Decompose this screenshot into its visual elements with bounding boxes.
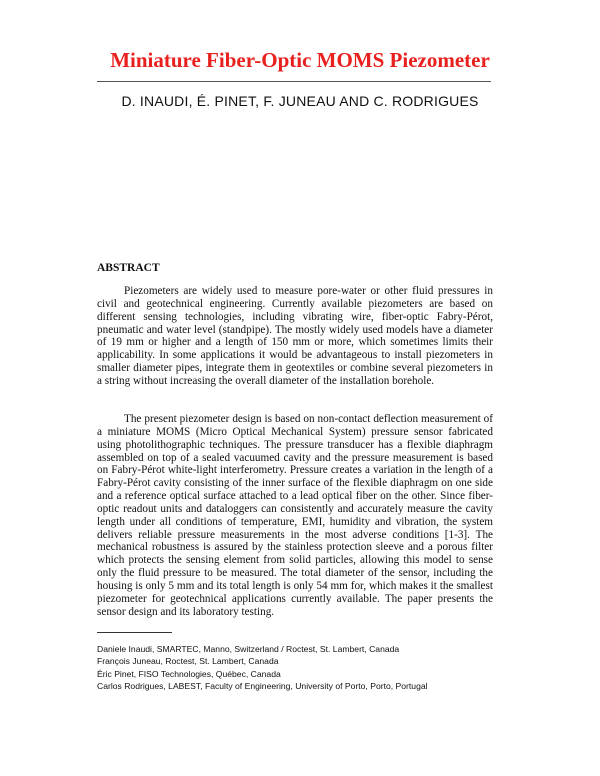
footnote-rule <box>97 632 172 633</box>
footnote: Carlos Rodrigues, LABEST, Faculty of Engineering, University of Porto, Porto, Portugal <box>97 681 428 692</box>
abstract-heading: ABSTRACT <box>97 262 160 274</box>
abstract-paragraph: Piezometers are widely used to measure pore-water or other fluid pressures in civil and geotechnical engineering. Currently available piezometers are based on different sensing technologies, including vibrating wire, fiber-optic Fabry-Pérot, pneumatic and water level (standpipe). The mostly widely used models have a diameter of 19 mm or higher and a length of 150 mm or more, which sometimes limits their applicability. In some applications it would be advantageous to install piezometers in smaller diameter pipes, integrate them in geotextiles or combine several piezometers in a string without increasing the overall diameter of the installation borehole. <box>97 285 493 387</box>
footnotes <box>97 643 517 693</box>
author-list: D. INAUDI, É. PINET, F. JUNEAU AND C. RODRIGUES <box>121 93 479 109</box>
footnote: Éric Pinet, FISO Technologies, Québec, Canada <box>97 668 281 679</box>
title-rule <box>97 81 491 82</box>
abstract-paragraph: The present piezometer design is based on non-contact deflection measurement of a miniature MOMS (Micro Optical Mechanical System) pressure sensor fabricated using photolithographic techniques. The pressure transducer has a flexible diaphragm assembled on top of a sealed vacuumed cavity and the pressure measurement is based on Fabry-Pérot white-light interferometry. Pressure creates a variation in the length of a Fabry-Pérot cavity consisting of the inner surface of the flexible diaphragm on one side and a reference optical surface attached to a lead optical fiber on the other. Since fiber-optic readout units and dataloggers can consistently and accurately measure the cavity length under all conditions of temperature, EMI, humidity and vibration, the system delivers reliable pressure measurements in the most adverse conditions [1-3]. The mechanical robustness is assured by the stainless protection sleeve and a porous filter which protects the sensing element from solid particles, allowing this model to sense only the fluid pressure to be measured. The total diameter of the sensor, including the housing is only 5 mm and its total length is only 54 mm for, which makes it the smallest piezometer for geotechnical applications currently available. The paper presents the sensor design and its laboratory testing. <box>97 413 493 618</box>
paper-title: Miniature Fiber-Optic MOMS Piezometer <box>110 48 490 72</box>
footnote: Daniele Inaudi, SMARTEC, Manno, Switzerland / Roctest, St. Lambert, Canada <box>97 644 400 654</box>
footnote: François Juneau, Roctest, St. Lambert, Canada <box>97 656 279 667</box>
